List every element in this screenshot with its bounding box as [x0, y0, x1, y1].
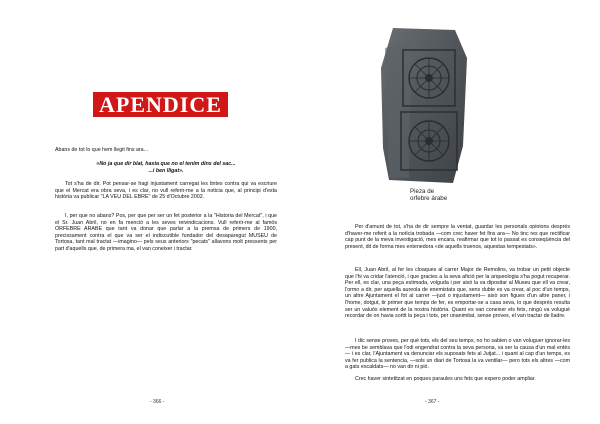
paragraph-4: Crec haver sintetitzat en poques paraules uns fets que espero poder ampliar.	[355, 376, 536, 382]
right-page	[300, 0, 600, 424]
paragraph-2: Ell, Juan Abril, al fer les cloaques al carrer Major de Remolins, va trobar un petit objecte que l'hi va cridar l'atenció, i que gracies a la seva afició per la arqueologia s'ha pogut recuperar. Per ell, es clar, una peça estimada, volguda i per això la va dipositar al Museu que ell va crear, l'ormo a dir, per aquella aureola de enemistats que, sens dubte es va crear, al poc d'un temps, un altre Ajuntament el fot al carrer —just o injustament— això son figues d'un altre paner, i l'home, dotgut, tir primer que temps de fer, es emportar-se a casa seva, lo que després resulta ser un valuós element de la nostra història. Quant es van coneixer els fets, ningú va voluguè recordar de on havia sortit la peça i tots, per unanimitat, sense proves, el van tractar de lladre.	[345, 267, 570, 320]
quote	[55, 161, 277, 174]
page-number-left: - 366 -	[150, 399, 165, 405]
artifact-photo	[381, 28, 467, 183]
photo-caption-line-2: orfebre árabe	[410, 195, 448, 203]
photo-caption	[410, 188, 447, 202]
intro-text: Abans de tot lo que hem llegit fins ara...	[55, 147, 149, 153]
quote-line-2: ...i ben lligat».	[148, 167, 184, 174]
photo-caption-line-1: Pieza de	[410, 188, 435, 195]
paragraph-1: Per d'amunt de tot, s'ha de dir sempre la ventat, guardar les personals opinions després d'haver-me referit a la notícia trobada —com crec haver fet fins ara— No tinc res que rectificar cap punt de la meva investigació, mes encara, reafirmar que tot lo passat es conseqüència del present, dit de forma mes entenedora «de aquells truenos, aquestas tempestats».	[345, 224, 570, 250]
paragraph-3: I dic sense proves, per què tots, els del seu temps, no ho sabien o van voluguer ignorar-les —mes be semblava que l'odi engendrat contra la seva persona, va ser la causa d'un mal entès— i es clar, l'Ajuntament va denunciar els suposats fets al Jutjat... i quant al cap d'un temps, es va fer publica la sentencia, —sols un diari de Tortosa la va ventilar— pero tots els altres —com a gats escaldats— no van dir ni pió.	[345, 338, 570, 371]
paragraph-3: I, per que no abans? Pos, per que per ser un fet posterior a la "Historia del Mercat", i que el Sr. Juan Abril, no en fa menció a les seves reivindicacions. Vull referir-me al famós ORFEBRE ARABE que tant va donar que parlar a la premsa de primers de 1900, precissament contra el que va ser el indiscutible fundador del desaparegut MUSEU de Tortosa, tant mal tractat —imagino— pels seus anteriors "pecats" allavons molt pressents per part d'aquells que, de primera ma, el van coneixer i tractar.	[55, 213, 277, 252]
page-number-right: - 367 -	[425, 399, 440, 405]
quote-line-1: «No ja que dir blat, hasta que no el tenim dins del sac...	[96, 161, 236, 167]
paragraph-2: Tot s'ha de dir. Pot pensar-se hagi injustament carregat les tintes contra qui va escriure que el Mercat era obra seva, i es clar, no vull referir-me a la noticia que, al principi d'esta història va publicar "LA VEU DEL EBRE" de 25 d'Octubre 2002.	[55, 181, 277, 201]
page-title: APENDICE	[93, 92, 228, 117]
